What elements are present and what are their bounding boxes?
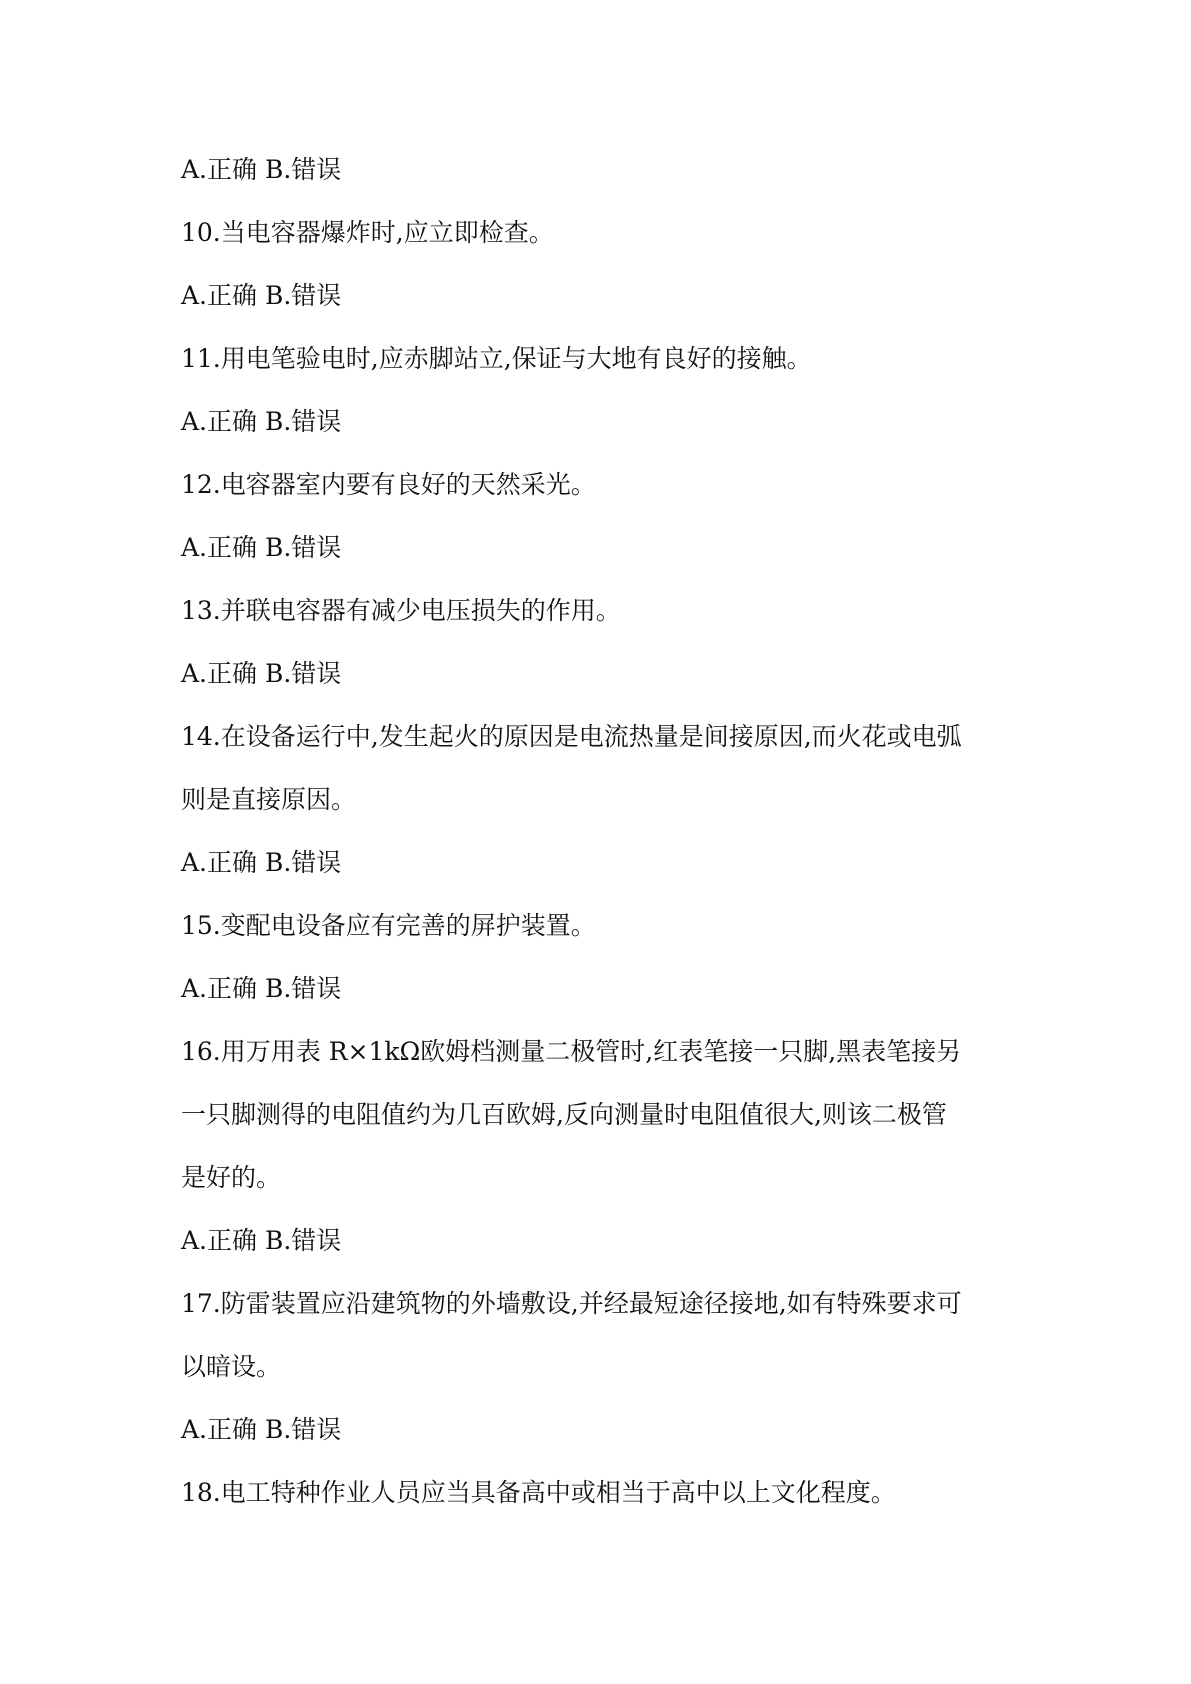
question-13: 13.并联电容器有减少电压损失的作用。 [181, 596, 621, 625]
question-17-line-1: 17.防雷装置应沿建筑物的外墙敷设,并经最短途径接地,如有特殊要求可 [181, 1289, 962, 1318]
answer-options: A.正确 B.错误 [181, 848, 342, 877]
question-14-line-1: 14.在设备运行中,发生起火的原因是电流热量是间接原因,而火花或电弧 [181, 722, 962, 751]
question-18: 18.电工特种作业人员应当具备高中或相当于高中以上文化程度。 [181, 1478, 896, 1507]
question-17-line-2: 以暗设。 [181, 1352, 282, 1381]
document-page [181, 138, 1021, 1524]
answer-options: A.正确 B.错误 [181, 281, 342, 310]
question-15: 15.变配电设备应有完善的屏护装置。 [181, 911, 596, 940]
question-16-line-2: 一只脚测得的电阻值约为几百欧姆,反向测量时电阻值很大,则该二极管 [181, 1100, 947, 1129]
question-16-line-1: 16.用万用表 R×1kΩ欧姆档测量二极管时,红表笔接一只脚,黑表笔接另 [181, 1037, 962, 1066]
answer-options: A.正确 B.错误 [181, 974, 342, 1003]
answer-options: A.正确 B.错误 [181, 659, 342, 688]
question-11: 11.用电笔验电时,应赤脚站立,保证与大地有良好的接触。 [181, 344, 812, 373]
answer-options: A.正确 B.错误 [181, 533, 342, 562]
answer-options: A.正确 B.错误 [181, 407, 342, 436]
question-16-line-3: 是好的。 [181, 1163, 282, 1192]
answer-options: A.正确 B.错误 [181, 1226, 342, 1255]
question-12: 12.电容器室内要有良好的天然采光。 [181, 470, 596, 499]
answer-options: A.正确 B.错误 [181, 1415, 342, 1444]
question-14-line-2: 则是直接原因。 [181, 785, 357, 814]
question-10: 10.当电容器爆炸时,应立即检查。 [181, 218, 554, 247]
answer-options: A.正确 B.错误 [181, 155, 342, 184]
